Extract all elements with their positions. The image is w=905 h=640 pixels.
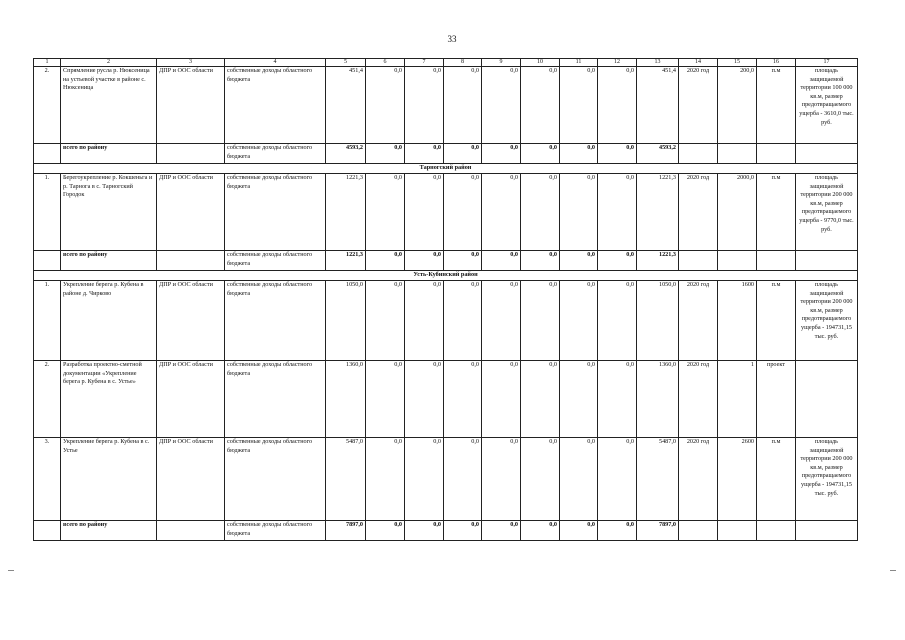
funding-source-cell: собственные доходы областного бюджета <box>225 251 326 271</box>
value-col-11-cell: 0,0 <box>560 438 598 521</box>
value-col-5-cell: 4593,2 <box>326 144 366 164</box>
scan-edge-mark-right <box>890 570 896 571</box>
column-number-cell: 4 <box>225 59 326 67</box>
unit-cell: п.м <box>757 67 796 144</box>
funding-source-cell: собственные доходы областного бюджета <box>225 67 326 144</box>
funding-source-cell: собственные доходы областного бюджета <box>225 521 326 541</box>
district-total-row <box>34 521 858 541</box>
value-col-5-cell: 1050,0 <box>326 281 366 361</box>
measure-name-cell: Укрепление берега р. Кубена в районе д. Чирково <box>61 281 157 361</box>
executor-cell: ДПР и ООС области <box>157 281 225 361</box>
completion-year-cell: 2020 год <box>679 174 718 251</box>
value-col-12-cell: 0,0 <box>598 361 637 438</box>
completion-year-cell <box>679 144 718 164</box>
completion-year-cell: 2020 год <box>679 67 718 144</box>
value-col-8-cell: 0,0 <box>444 361 482 438</box>
value-col-10-cell: 0,0 <box>521 521 560 541</box>
value-col-10-cell: 0,0 <box>521 281 560 361</box>
unit-cell: п.м <box>757 281 796 361</box>
value-col-11-cell: 0,0 <box>560 361 598 438</box>
value-col-13-cell: 1360,0 <box>637 361 679 438</box>
executor-cell <box>157 251 225 271</box>
unit-cell <box>757 144 796 164</box>
value-col-8-cell: 0,0 <box>444 521 482 541</box>
column-number-cell: 1 <box>34 59 61 67</box>
value-col-7-cell: 0,0 <box>405 144 444 164</box>
measure-name-cell: Спрямление русла р. Нюксеница на устьевой участке в районе с. Нюксеница <box>61 67 157 144</box>
item-number-cell <box>34 521 61 541</box>
measure-row <box>34 174 858 251</box>
value-col-12-cell: 0,0 <box>598 251 637 271</box>
district-total-row <box>34 251 858 271</box>
value-col-8-cell: 0,0 <box>444 174 482 251</box>
column-number-cell: 5 <box>326 59 366 67</box>
column-number-cell: 16 <box>757 59 796 67</box>
completion-year-cell <box>679 521 718 541</box>
value-col-11-cell: 0,0 <box>560 144 598 164</box>
value-col-12-cell: 0,0 <box>598 438 637 521</box>
value-col-5-cell: 5487,0 <box>326 438 366 521</box>
column-number-cell: 2 <box>61 59 157 67</box>
column-number-cell: 7 <box>405 59 444 67</box>
value-col-7-cell: 0,0 <box>405 361 444 438</box>
item-number-cell <box>34 251 61 271</box>
value-col-6-cell: 0,0 <box>366 281 405 361</box>
column-number-cell: 10 <box>521 59 560 67</box>
value-col-5-cell: 451,4 <box>326 67 366 144</box>
column-number-cell: 9 <box>482 59 521 67</box>
result-description-cell: площадь защищаемой территории 200 000 кв.м, размер предотвращаемого ущерба - 194731,15 тыс. руб. <box>796 281 858 361</box>
value-col-10-cell: 0,0 <box>521 361 560 438</box>
value-col-6-cell: 0,0 <box>366 361 405 438</box>
result-description-cell: площадь защищаемой территории 100 000 кв.м, размер предотвращаемого ущерба - 3610,0 тыс. руб. <box>796 67 858 144</box>
quantity-cell <box>718 251 757 271</box>
value-col-10-cell: 0,0 <box>521 67 560 144</box>
value-col-10-cell: 0,0 <box>521 174 560 251</box>
value-col-7-cell: 0,0 <box>405 174 444 251</box>
executor-cell: ДПР и ООС области <box>157 361 225 438</box>
executor-cell: ДПР и ООС области <box>157 174 225 251</box>
result-description-cell: площадь защищаемой территории 200 000 кв.м, размер предотвращаемого ущерба - 194731,15 тыс. руб. <box>796 438 858 521</box>
value-col-5-cell: 1221,3 <box>326 174 366 251</box>
scan-edge-mark-left <box>8 570 14 571</box>
table-body <box>34 59 858 541</box>
value-col-11-cell: 0,0 <box>560 174 598 251</box>
value-col-5-cell: 1360,0 <box>326 361 366 438</box>
funding-source-cell: собственные доходы областного бюджета <box>225 281 326 361</box>
item-number-cell: 1. <box>34 174 61 251</box>
value-col-9-cell: 0,0 <box>482 521 521 541</box>
value-col-5-cell: 7897,0 <box>326 521 366 541</box>
unit-cell: проект <box>757 361 796 438</box>
value-col-11-cell: 0,0 <box>560 521 598 541</box>
column-number-cell: 13 <box>637 59 679 67</box>
value-col-13-cell: 1050,0 <box>637 281 679 361</box>
result-description-cell <box>796 144 858 164</box>
value-col-11-cell: 0,0 <box>560 281 598 361</box>
value-col-6-cell: 0,0 <box>366 438 405 521</box>
item-number-cell: 3. <box>34 438 61 521</box>
completion-year-cell: 2020 год <box>679 438 718 521</box>
value-col-12-cell: 0,0 <box>598 67 637 144</box>
result-description-cell: площадь защищаемой территории 200 000 кв.м, размер предотвращаемого ущерба - 9770,0 тыс. руб. <box>796 174 858 251</box>
quantity-cell: 2600 <box>718 438 757 521</box>
value-col-8-cell: 0,0 <box>444 144 482 164</box>
value-col-13-cell: 4593,2 <box>637 144 679 164</box>
column-number-row <box>34 59 858 67</box>
column-number-cell: 11 <box>560 59 598 67</box>
quantity-cell <box>718 521 757 541</box>
executor-cell <box>157 521 225 541</box>
district-name: Усть-Кубинский район <box>34 271 858 281</box>
quantity-cell: 2000,0 <box>718 174 757 251</box>
completion-year-cell <box>679 251 718 271</box>
measure-row <box>34 361 858 438</box>
funding-source-cell: собственные доходы областного бюджета <box>225 144 326 164</box>
budget-table <box>33 58 858 541</box>
value-col-13-cell: 451,4 <box>637 67 679 144</box>
executor-cell <box>157 144 225 164</box>
measure-name-cell: всего по району <box>61 144 157 164</box>
value-col-8-cell: 0,0 <box>444 251 482 271</box>
value-col-7-cell: 0,0 <box>405 438 444 521</box>
completion-year-cell: 2020 год <box>679 361 718 438</box>
executor-cell: ДПР и ООС области <box>157 67 225 144</box>
value-col-13-cell: 7897,0 <box>637 521 679 541</box>
value-col-12-cell: 0,0 <box>598 144 637 164</box>
column-number-cell: 6 <box>366 59 405 67</box>
measure-name-cell: Разработка проектно-сметной документации «Укрепление берега р. Кубена в с. Устье» <box>61 361 157 438</box>
page-number: 33 <box>447 34 457 44</box>
value-col-6-cell: 0,0 <box>366 251 405 271</box>
measure-name-cell: Укрепление берега р. Кубена в с. Устье <box>61 438 157 521</box>
district-section-row <box>34 164 858 174</box>
value-col-7-cell: 0,0 <box>405 251 444 271</box>
funding-source-cell: собственные доходы областного бюджета <box>225 174 326 251</box>
value-col-7-cell: 0,0 <box>405 67 444 144</box>
value-col-11-cell: 0,0 <box>560 251 598 271</box>
district-name: Тарногский район <box>34 164 858 174</box>
quantity-cell: 200,0 <box>718 67 757 144</box>
value-col-9-cell: 0,0 <box>482 251 521 271</box>
value-col-6-cell: 0,0 <box>366 67 405 144</box>
item-number-cell: 2. <box>34 361 61 438</box>
measure-row <box>34 438 858 521</box>
value-col-8-cell: 0,0 <box>444 438 482 521</box>
column-number-cell: 12 <box>598 59 637 67</box>
result-description-cell <box>796 361 858 438</box>
column-number-cell: 14 <box>679 59 718 67</box>
value-col-13-cell: 5487,0 <box>637 438 679 521</box>
value-col-12-cell: 0,0 <box>598 281 637 361</box>
column-number-cell: 17 <box>796 59 858 67</box>
result-description-cell <box>796 521 858 541</box>
value-col-12-cell: 0,0 <box>598 521 637 541</box>
column-number-cell: 15 <box>718 59 757 67</box>
value-col-9-cell: 0,0 <box>482 67 521 144</box>
value-col-5-cell: 1221,3 <box>326 251 366 271</box>
value-col-9-cell: 0,0 <box>482 281 521 361</box>
measure-name-cell: всего по району <box>61 521 157 541</box>
unit-cell <box>757 251 796 271</box>
value-col-13-cell: 1221,3 <box>637 174 679 251</box>
unit-cell <box>757 521 796 541</box>
funding-source-cell: собственные доходы областного бюджета <box>225 361 326 438</box>
quantity-cell: 1 <box>718 361 757 438</box>
column-number-cell: 8 <box>444 59 482 67</box>
completion-year-cell: 2020 год <box>679 281 718 361</box>
value-col-10-cell: 0,0 <box>521 438 560 521</box>
result-description-cell <box>796 251 858 271</box>
value-col-9-cell: 0,0 <box>482 361 521 438</box>
value-col-7-cell: 0,0 <box>405 281 444 361</box>
value-col-6-cell: 0,0 <box>366 144 405 164</box>
district-section-row <box>34 271 858 281</box>
value-col-9-cell: 0,0 <box>482 438 521 521</box>
value-col-6-cell: 0,0 <box>366 521 405 541</box>
quantity-cell: 1600 <box>718 281 757 361</box>
unit-cell: п.м <box>757 438 796 521</box>
value-col-7-cell: 0,0 <box>405 521 444 541</box>
value-col-8-cell: 0,0 <box>444 67 482 144</box>
value-col-13-cell: 1221,3 <box>637 251 679 271</box>
item-number-cell <box>34 144 61 164</box>
column-number-cell: 3 <box>157 59 225 67</box>
value-col-9-cell: 0,0 <box>482 174 521 251</box>
item-number-cell: 2. <box>34 67 61 144</box>
measure-row <box>34 67 858 144</box>
value-col-10-cell: 0,0 <box>521 144 560 164</box>
value-col-6-cell: 0,0 <box>366 174 405 251</box>
value-col-12-cell: 0,0 <box>598 174 637 251</box>
measure-name-cell: всего по району <box>61 251 157 271</box>
measure-row <box>34 281 858 361</box>
executor-cell: ДПР и ООС области <box>157 438 225 521</box>
district-total-row <box>34 144 858 164</box>
unit-cell: п.м <box>757 174 796 251</box>
quantity-cell <box>718 144 757 164</box>
value-col-10-cell: 0,0 <box>521 251 560 271</box>
funding-source-cell: собственные доходы областного бюджета <box>225 438 326 521</box>
value-col-8-cell: 0,0 <box>444 281 482 361</box>
value-col-9-cell: 0,0 <box>482 144 521 164</box>
value-col-11-cell: 0,0 <box>560 67 598 144</box>
item-number-cell: 1. <box>34 281 61 361</box>
measure-name-cell: Берегоукрепление р. Кокшеньга и р. Тарнога в с. Тарногский Городок <box>61 174 157 251</box>
